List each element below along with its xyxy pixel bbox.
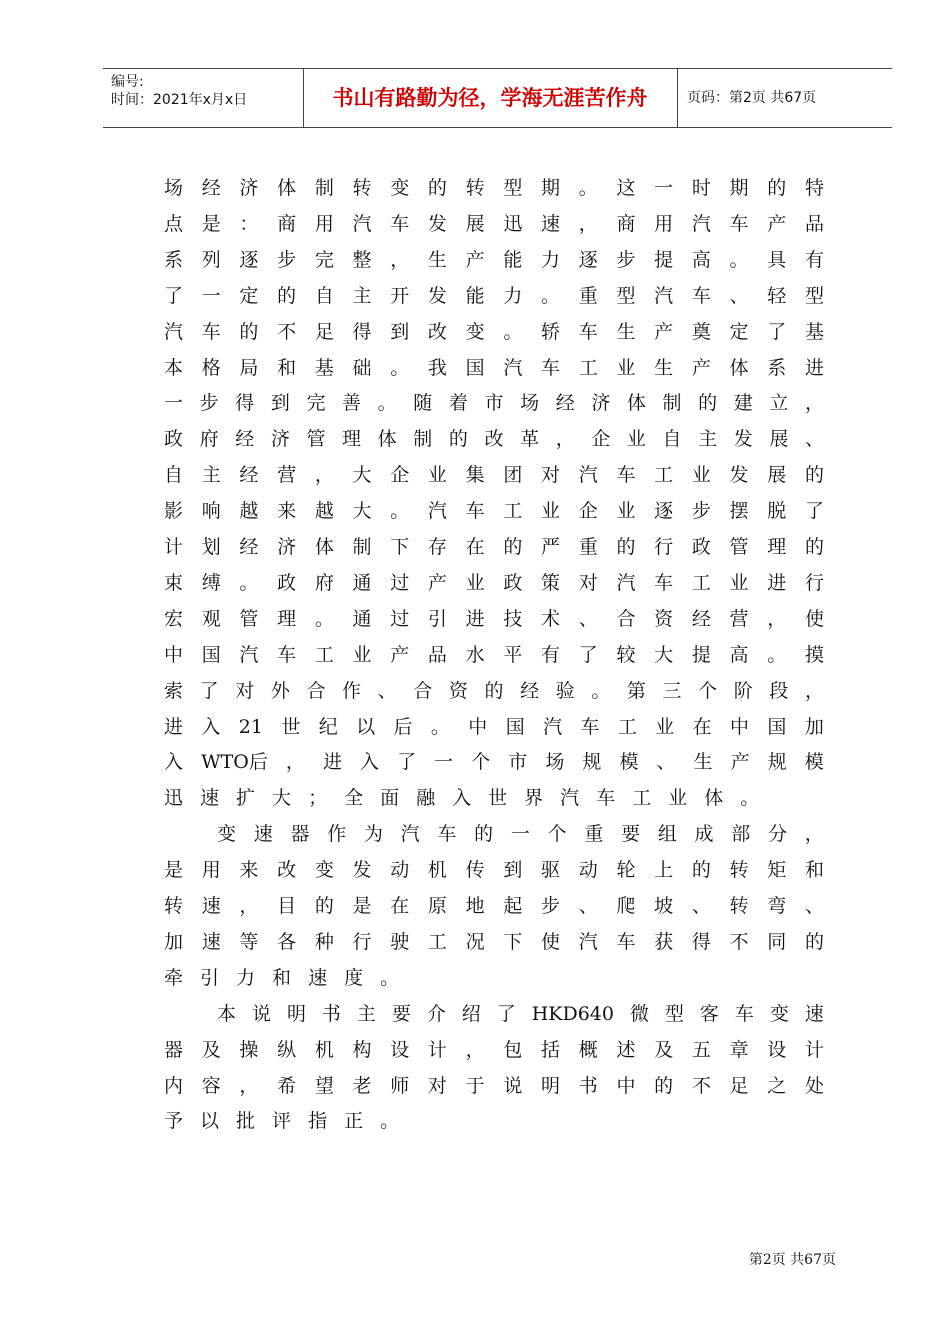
paragraph-2-line: 加 速 等 各 种 行 驶 工 况 下 使 汽 车 获 得 不 同 的 xyxy=(164,931,824,953)
paragraph-1-line: 入 WTO后 ， 进 入 了 一 个 市 场 规 模 、 生 产 规 模 xyxy=(164,751,824,773)
paragraph-3-line: 予 以 批 评 指 正 。 xyxy=(164,1110,400,1132)
paragraph-1-line: 点 是 ： 商 用 汽 车 发 展 迅 速 ， 商 用 汽 车 产 品 xyxy=(164,213,824,235)
paragraph-1-line: 索 了 对 外 合 作 、 合 资 的 经 验 。 第 三 个 阶 段 ， xyxy=(164,680,824,702)
document-number-label: 编号: xyxy=(111,74,144,90)
document-time-label: 时间：2021年x月x日 xyxy=(111,92,248,108)
paragraph-1-line: 迅 速 扩 大 ； 全 面 融 入 世 界 汽 车 工 业 体 。 xyxy=(164,787,760,809)
paragraph-2-line: 转 速 ， 目 的 是 在 原 地 起 步 、 爬 坡 、 转 弯 、 xyxy=(164,895,824,917)
header-meta xyxy=(103,69,304,127)
footer-page-number: 第2页 共67页 xyxy=(748,1252,836,1268)
header-page-number: 页码：第2页 共67页 xyxy=(687,90,817,106)
paragraph-3-line: 内 容 ， 希 望 老 师 对 于 说 明 书 中 的 不 足 之 处 xyxy=(164,1075,824,1097)
paragraph-1-line: 束 缚 。 政 府 通 过 产 业 政 策 对 汽 车 工 业 进 行 xyxy=(164,572,824,594)
paragraph-1-line: 宏 观 管 理 。 通 过 引 进 技 术 、 合 资 经 营 ， 使 xyxy=(164,608,824,630)
paragraph-3-line: 器 及 操 纵 机 构 设 计 ， 包 括 概 述 及 五 章 设 计 xyxy=(164,1039,824,1061)
page-header xyxy=(103,68,892,128)
paragraph-1-line: 一 步 得 到 完 善 。 随 着 市 场 经 济 体 制 的 建 立 ， xyxy=(164,392,824,414)
paragraph-3-line: 本 说 明 书 主 要 介 绍 了 HKD640 微 型 客 车 变 速 xyxy=(217,1003,824,1025)
paragraph-2-line: 是 用 来 改 变 发 动 机 传 到 驱 动 轮 上 的 转 矩 和 xyxy=(164,859,824,881)
paragraph-1-line: 系 列 逐 步 完 整 ， 生 产 能 力 逐 步 提 高 。 具 有 xyxy=(164,249,824,271)
paragraph-1-line: 了 一 定 的 自 主 开 发 能 力 。 重 型 汽 车 、 轻 型 xyxy=(164,285,824,307)
paragraph-1-line: 场 经 济 体 制 转 变 的 转 型 期 。 这 一 时 期 的 特 xyxy=(164,177,824,199)
paragraph-1-line: 中 国 汽 车 工 业 产 品 水 平 有 了 较 大 提 高 。 摸 xyxy=(164,644,824,666)
paragraph-1-line: 影 响 越 来 越 大 。 汽 车 工 业 企 业 逐 步 摆 脱 了 xyxy=(164,500,824,522)
paragraph-1-line: 计 划 经 济 体 制 下 存 在 的 严 重 的 行 政 管 理 的 xyxy=(164,536,824,558)
paragraph-1-line: 汽 车 的 不 足 得 到 改 变 。 轿 车 生 产 奠 定 了 基 xyxy=(164,321,824,343)
paragraph-1-line: 本 格 局 和 基 础 。 我 国 汽 车 工 业 生 产 体 系 进 xyxy=(164,357,824,379)
header-motto: 书山有路勤为径，学海无涯苦作舟 xyxy=(303,69,678,127)
paragraph-2-line: 牵 引 力 和 速 度 。 xyxy=(164,967,400,989)
paragraph-1-line: 政 府 经 济 管 理 体 制 的 改 革 ， 企 业 自 主 发 展 、 xyxy=(164,428,824,450)
paragraph-2-line: 变 速 器 作 为 汽 车 的 一 个 重 要 组 成 部 分 ， xyxy=(217,823,824,845)
paragraph-1-line: 自 主 经 营 ， 大 企 业 集 团 对 汽 车 工 业 发 展 的 xyxy=(164,464,824,486)
paragraph-1-line: 进 入 21 世 纪 以 后 。 中 国 汽 车 工 业 在 中 国 加 xyxy=(164,716,824,738)
